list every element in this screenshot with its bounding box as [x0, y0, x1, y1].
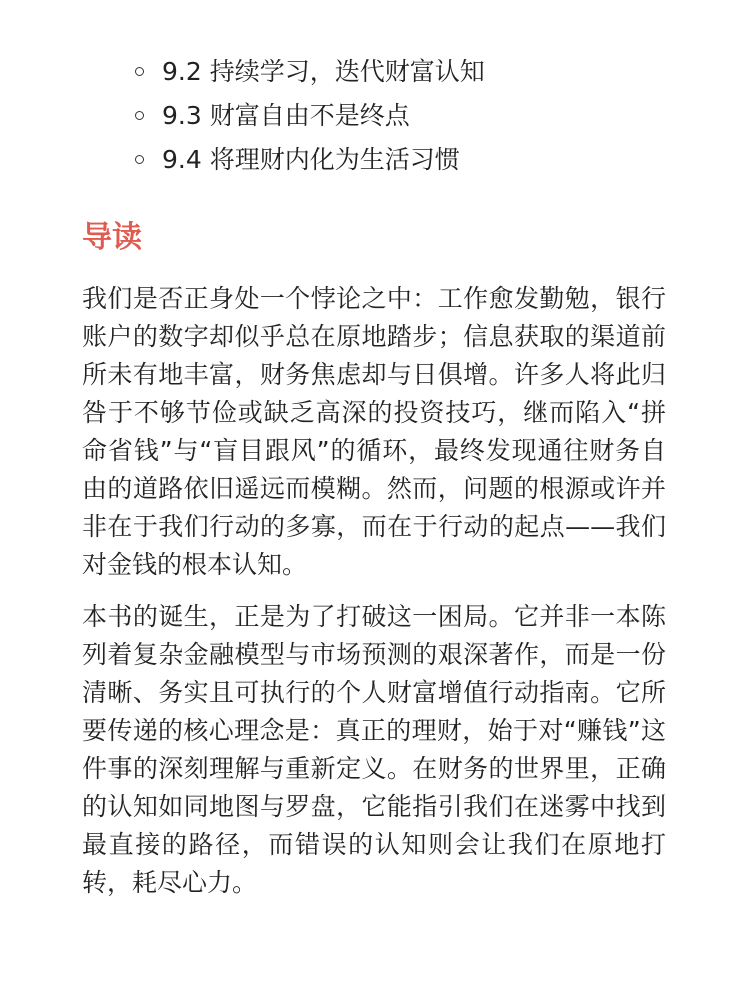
hollow-circle-bullet-icon [135, 67, 144, 76]
hollow-circle-bullet-icon [135, 155, 144, 164]
body-paragraph: 我们是否正身处一个悖论之中：工作愈发勤勉，银行账户的数字却似乎总在原地踏步；信息获取的渠道前所未有地丰富，财务焦虑却与日俱增。许多人将此归咎于不够节俭或缺乏高深的投资技巧，继而陷入“拼命省钱”与“盲目跟风”的循环，最终发现通往财务自由的道路依旧遥远而模糊。然而，问题的根源或许并非在于我们行动的多寡，而在于行动的起点——我们对金钱的根本认知。 [82, 284, 666, 579]
hollow-circle-bullet-icon [135, 111, 144, 120]
toc-item[interactable] [162, 138, 666, 182]
toc-item-label: 9.4 将理财内化为生活习惯 [162, 145, 460, 174]
section-heading: 导读 [82, 220, 142, 255]
toc-item[interactable] [162, 50, 666, 94]
toc-item[interactable] [162, 94, 666, 138]
body-paragraph: 本书的诞生，正是为了打破这一困局。它并非一本陈列着复杂金融模型与市场预测的艰深著作，而是一份清晰、务实且可执行的个人财富增值行动指南。它所要传递的核心理念是：真正的理财，始于对“赚钱”这件事的深刻理解与重新定义。在财务的世界里，正确的认知如同地图与罗盘，它能指引我们在迷雾中找到最直接的路径，而错误的认知则会让我们在原地打转，耗尽心力。 [82, 602, 666, 897]
toc-item-label: 9.2 持续学习，迭代财富认知 [162, 57, 485, 86]
toc-list [82, 50, 666, 182]
toc-item-label: 9.3 财富自由不是终点 [162, 101, 410, 130]
